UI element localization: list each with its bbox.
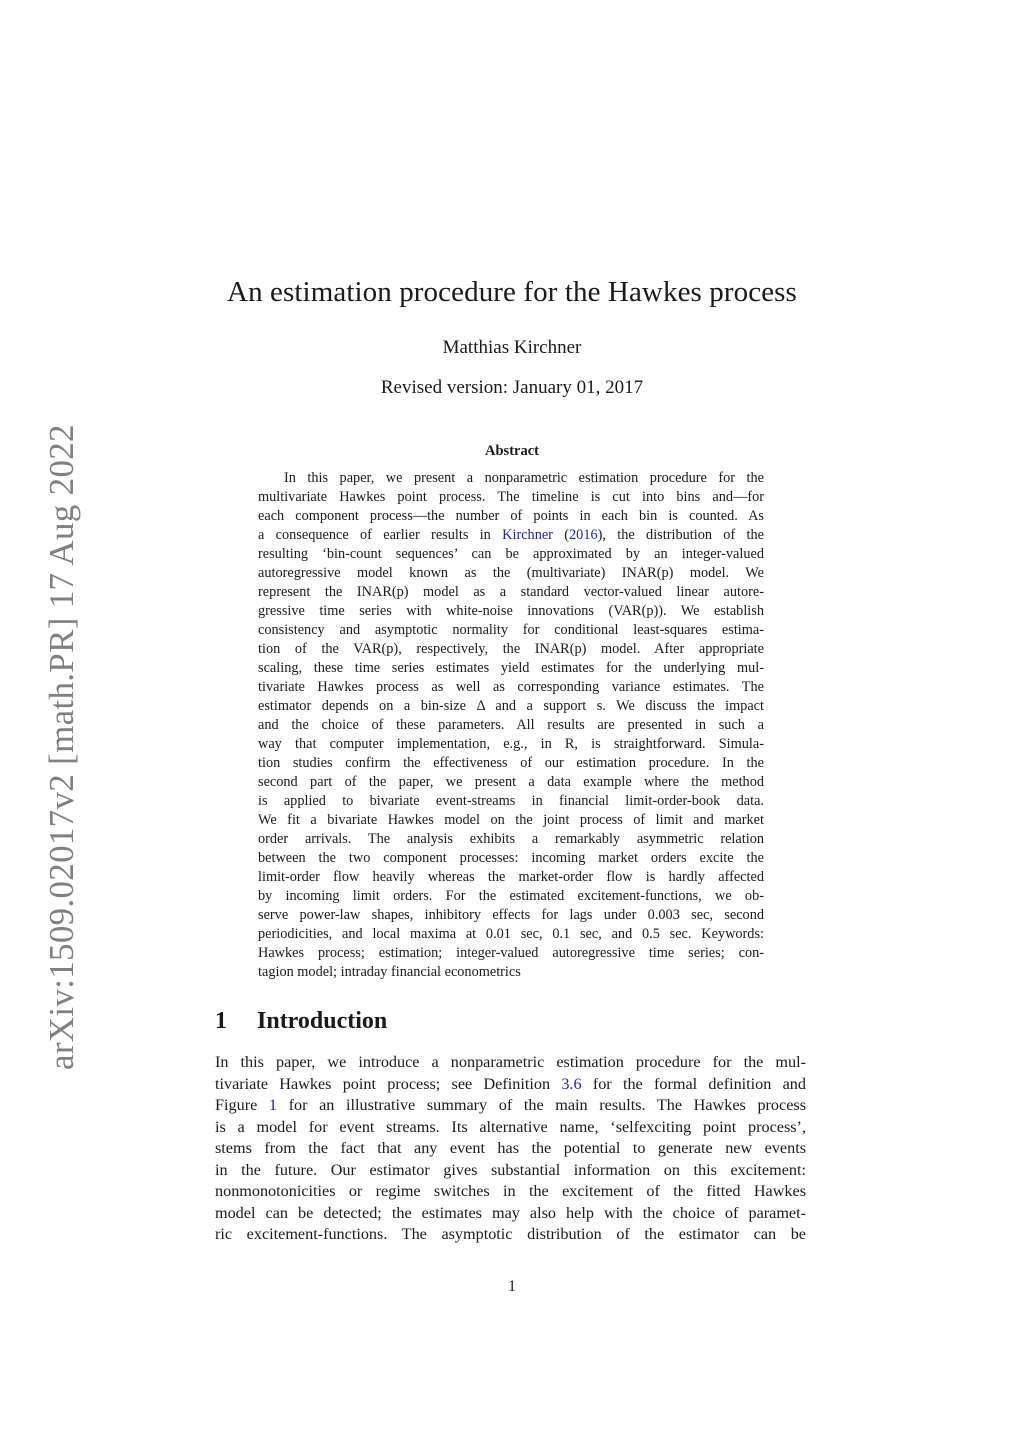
abstract-line: serve power-law shapes, inhibitory effects for lags under 0.003 sec, second	[258, 907, 764, 923]
abstract-line: estimator depends on a bin-size Δ and a support s. We discuss the impact	[258, 698, 764, 714]
abstract-line: second part of the paper, we present a data example where the method	[258, 774, 764, 790]
abstract-line: resulting ‘bin-count sequences’ can be approximated by an integer-valued	[258, 546, 764, 562]
abstract-line	[258, 526, 764, 545]
intro-text: for the formal definition and	[581, 1074, 806, 1093]
abstract-line: tivariate Hawkes process as well as corresponding variance estimates. The	[258, 679, 764, 695]
abstract-line: and the choice of these parameters. All results are presented in such a	[258, 717, 764, 733]
abstract-line: consistency and asymptotic normality for conditional least-squares estima-	[258, 622, 764, 638]
abstract-line: order arrivals. The analysis exhibits a remarkably asymmetric relation	[258, 831, 764, 847]
intro-line	[215, 1095, 806, 1117]
section-title: Introduction	[257, 1008, 388, 1034]
section-number: 1	[215, 1008, 227, 1034]
abstract-line: limit-order flow heavily whereas the market-order flow is hardly affected	[258, 869, 764, 885]
intro-text: for an illustrative summary of the main results. The Hawkes process	[276, 1096, 806, 1114]
abstract-line: gressive time series with white-noise innovations (VAR(p)). We establish	[258, 603, 764, 619]
intro-line: stems from the fact that any event has the potential to generate new events	[215, 1139, 806, 1157]
abstract-line: autoregressive model known as the (multivariate) INAR(p) model. We	[258, 565, 764, 581]
intro-text: tivariate Hawkes point process; see Definition	[215, 1074, 562, 1093]
abstract-line: by incoming limit orders. For the estimated excitement-functions, we ob-	[258, 888, 764, 904]
intro-line: model can be detected; the estimates may also help with the choice of paramet-	[215, 1203, 806, 1222]
page-number: 1	[508, 1278, 516, 1295]
abstract-line: each component process—the number of points in each bin is counted. As	[258, 508, 764, 524]
abstract-line: tion of the VAR(p), respectively, the INAR(p) model. After appropriate	[258, 641, 764, 657]
section-heading-introduction	[215, 1008, 387, 1035]
abstract-line: We fit a bivariate Hawkes model on the joint process of limit and market	[258, 812, 764, 828]
abstract-line: Hawkes process; estimation; integer-valued autoregressive time series; con-	[258, 945, 764, 961]
intro-text: Figure	[215, 1096, 269, 1114]
abstract-line: tion studies confirm the effectiveness of our estimation procedure. In the	[258, 755, 764, 771]
abstract-line: between the two component processes: incoming market orders excite the	[258, 850, 764, 866]
abstract-line: periodicities, and local maxima at 0.01 sec, 0.1 sec, and 0.5 sec. Keywords:	[258, 926, 764, 942]
abstract-text: (	[552, 527, 570, 543]
abstract-line: scaling, these time series estimates yield estimates for the underlying mul-	[258, 660, 764, 676]
intro-line: is a model for event streams. Its alternative name, ‘selfexciting point process’,	[215, 1117, 806, 1136]
intro-line: In this paper, we introduce a nonparametric estimation procedure for the mul-	[215, 1053, 806, 1071]
abstract-body	[258, 469, 764, 982]
intro-line: ric excitement-functions. The asymptotic distribution of the estimator can be	[215, 1225, 806, 1243]
abstract-heading: Abstract	[485, 443, 539, 459]
definition-link[interactable]: 3.6	[561, 1074, 582, 1093]
citation-link-year[interactable]: 2016	[569, 527, 598, 543]
figure-link[interactable]: 1	[268, 1096, 277, 1114]
arxiv-identifier-stamp: arXiv:1509.02017v2 [math.PR] 17 Aug 2022	[42, 424, 81, 1070]
author-name: Matthias Kirchner	[442, 337, 582, 358]
abstract-line: way that computer implementation, e.g., in R, is straightforward. Simula-	[258, 736, 764, 752]
abstract-line: tagion model; intraday financial econometrics	[258, 964, 521, 980]
introduction-body	[215, 1052, 806, 1246]
abstract-line: multivariate Hawkes point process. The timeline is cut into bins and—for	[258, 489, 764, 505]
intro-line: in the future. Our estimator gives substantial information on this excitement:	[215, 1160, 806, 1179]
abstract-line: is applied to bivariate event-streams in financial limit-order-book data.	[258, 793, 764, 809]
abstract-line: represent the INAR(p) model as a standard vector-valued linear autore-	[258, 584, 764, 600]
intro-line	[215, 1074, 806, 1096]
paper-title: An estimation procedure for the Hawkes process	[227, 276, 797, 308]
intro-line: nonmonotonicities or regime switches in the excitement of the fitted Hawkes	[215, 1182, 806, 1200]
abstract-line: In this paper, we present a nonparametric estimation procedure for the	[284, 470, 764, 486]
revision-date: Revised version: January 01, 2017	[380, 377, 644, 398]
abstract-text: ), the distribution of the	[597, 527, 764, 543]
abstract-text: a consequence of earlier results in	[258, 527, 503, 543]
citation-link-kirchner[interactable]: Kirchner	[502, 527, 553, 543]
